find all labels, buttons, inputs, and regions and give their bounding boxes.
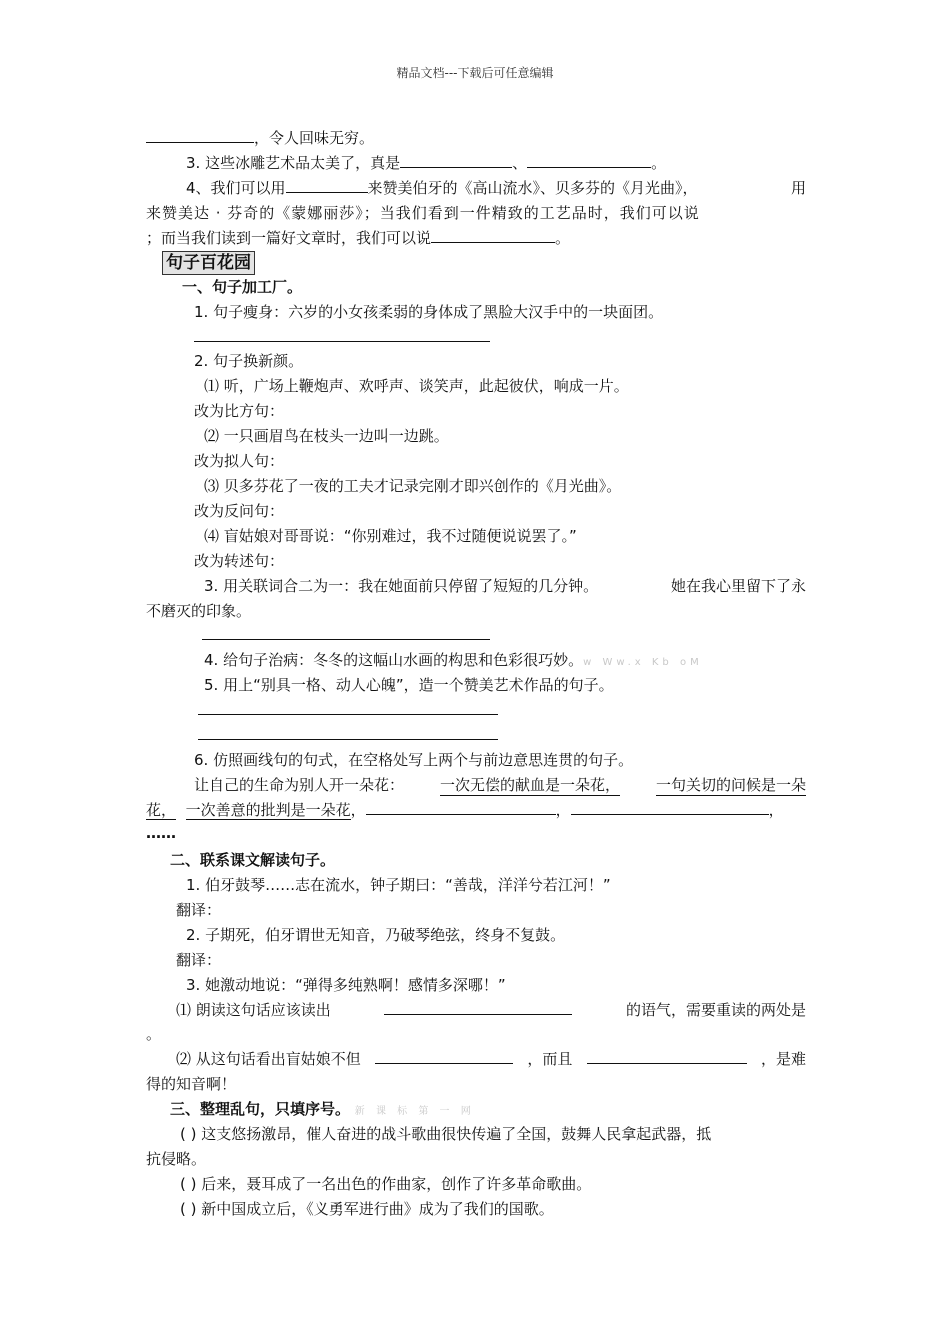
answer-blank[interactable] [571, 800, 769, 815]
answer-line[interactable] [202, 639, 490, 640]
p2-q2: 2. 子期死，伯牙谓世无知音，乃破琴绝弦，终身不复鼓。 [186, 926, 566, 944]
q4: 4. 给句子治病：冬冬的这幅山水画的构思和色彩很巧妙。w Ww.x Kb oM [204, 651, 703, 669]
section-title: 句子百花园 [162, 251, 255, 275]
q2-1-task: 改为比方句： [194, 402, 285, 420]
answer-blank[interactable] [384, 1000, 572, 1015]
answer-line[interactable] [198, 739, 498, 740]
answer-blank[interactable] [366, 800, 556, 815]
answer-blank[interactable] [400, 153, 512, 168]
q2-3-task: 改为反问句： [194, 502, 285, 520]
part3-title: 三、整理乱句，只填序号。 [170, 1100, 351, 1118]
p2-q2-task: 翻译： [176, 951, 222, 969]
part3-title-line [170, 1099, 475, 1122]
q2-4: ⑷ 盲姑娘对哥哥说：“你别难过，我不过随便说说罢了。” [204, 527, 577, 545]
p3-sentence-3: ( ) 新中国成立后，《义勇军进行曲》成为了我们的国歌。 [180, 1200, 554, 1218]
p2-q3-1-end: 。 [146, 1025, 162, 1043]
answer-line[interactable] [194, 341, 490, 342]
part1-title: 一、句子加工厂。 [182, 278, 303, 296]
q2-title: 2. 句子换新颜。 [194, 352, 304, 370]
q6-ellipsis: …… [146, 824, 176, 842]
p2-q1: 1. 伯牙鼓琴……志在流水，钟子期曰：“善哉，洋洋兮若江河！” [186, 876, 611, 894]
q6-line-2: 花， 一次善意的批判是一朵花， ， ， [146, 801, 784, 819]
p2-q3-2-end: 得的知音啊！ [146, 1075, 237, 1093]
answer-blank[interactable] [587, 1049, 747, 1064]
q3-line-2: 不磨灭的印象。 [146, 602, 252, 620]
p3-sentence-1: ( ) 这支悠扬激昂，催人奋进的战斗歌曲很快传遍了全国，鼓舞人民拿起武器，抵 [180, 1125, 712, 1143]
fill-line-5: ；而当我们读到一篇好文章时，我们可以说 。 [146, 229, 571, 247]
q2-2: ⑵ 一只画眉鸟在枝头一边叫一边跳。 [204, 427, 449, 445]
q1-sentence-slim: 1. 句子瘦身：六岁的小女孩柔弱的身体成了黑脸大汉手中的一块面团。 [194, 303, 664, 321]
q6: 6. 仿照画线句的句式，在空格处写上两个与前边意思连贯的句子。 [194, 751, 634, 769]
p2-q1-task: 翻译： [176, 901, 222, 919]
q2-1: ⑴ 听，广场上鞭炮声、欢呼声、谈笑声，此起彼伏，响成一片。 [204, 377, 629, 395]
watermark: w Ww.x Kb oM [583, 657, 703, 668]
fill-line-3: 4、我们可以用 来赞美伯牙的《高山流水》、贝多芬的《月光曲》， 用 [186, 179, 806, 197]
answer-blank[interactable] [146, 128, 254, 143]
q2-2-task: 改为拟人句： [194, 452, 285, 470]
p2-q3: 3. 她激动地说：“弹得多纯熟啊！感情多深哪！” [186, 976, 506, 994]
answer-blank[interactable] [375, 1049, 513, 1064]
answer-line[interactable] [198, 714, 498, 715]
p3-sentence-2: ( ) 后来，聂耳成了一名出色的作曲家，创作了许多革命歌曲。 [180, 1175, 592, 1193]
fill-line-1: ，令人回味无穷。 [146, 128, 374, 148]
q2-4-task: 改为转述句： [194, 552, 285, 570]
q2-3: ⑶ 贝多芬花了一夜的工夫才记录完刚才即兴创作的《月光曲》。 [204, 477, 622, 495]
answer-blank[interactable] [286, 178, 368, 193]
part2-title: 二、联系课文解读句子。 [170, 851, 336, 869]
watermark: 新 课 标 第 一 网 [354, 1106, 475, 1117]
p2-q3-1: ⑴ 朗读这句话应该读出 的语气，需要重读的两处是 [176, 1001, 806, 1019]
page-header: 精品文档---下载后可任意编辑 [396, 66, 554, 80]
p3-sentence-1-cont: 抗侵略。 [146, 1150, 207, 1168]
q5: 5. 用上“别具一格、动人心魄”，造一个赞美艺术作品的句子。 [204, 676, 614, 694]
fill-line-2: 3. 这些冰雕艺术品太美了，真是 、 。 [186, 154, 667, 172]
p2-q3-2: ⑵ 从这句话看出盲姑娘不但 ，而且 ，是难 [176, 1050, 806, 1068]
q6-line-1: 让自己的生命为别人开一朵花： 一次无偿的献血是一朵花， 一句关切的问候是一朵 [194, 776, 806, 794]
answer-blank[interactable] [431, 228, 555, 243]
answer-blank[interactable] [527, 153, 651, 168]
fill-line-4: 来赞美达 · 芬奇的《蒙娜丽莎》；当我们看到一件精致的工艺品时，我们可以说 [146, 204, 700, 222]
q3-line-1: 3. 用关联词合二为一：我在她面前只停留了短短的几分钟。 她在我心里留下了永 [204, 577, 806, 595]
